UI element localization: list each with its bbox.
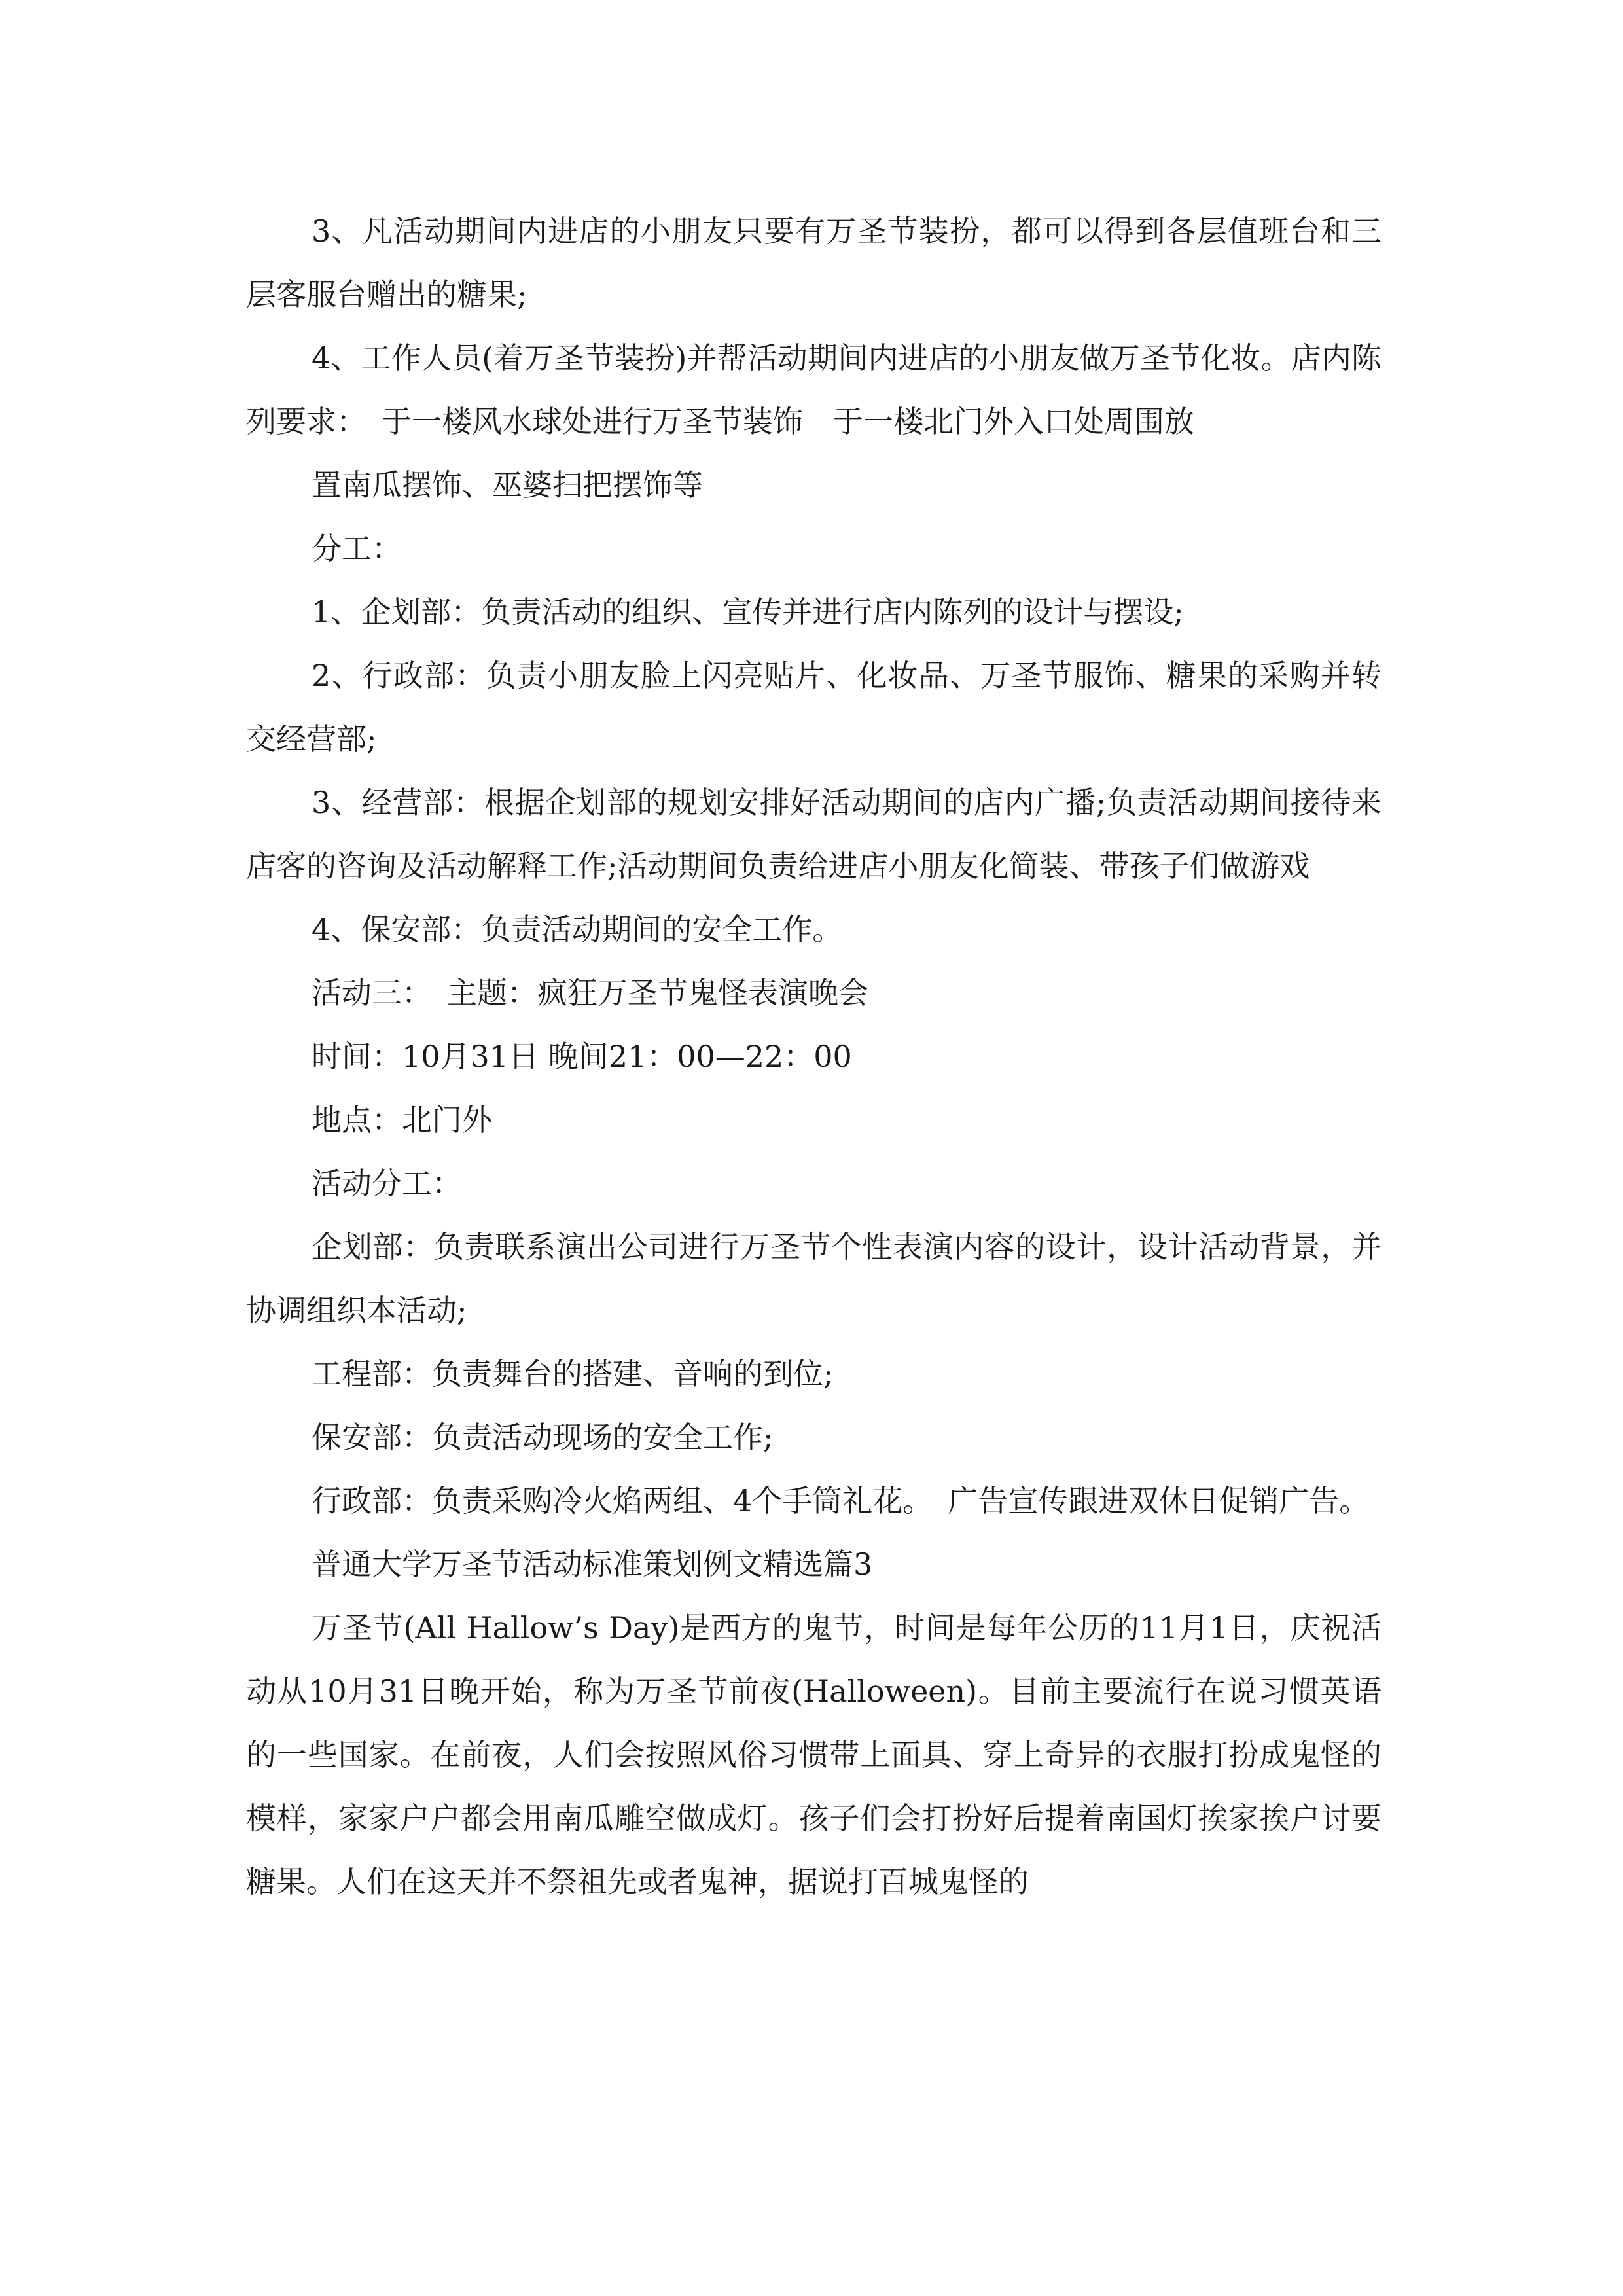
- paragraph: 4、工作人员(着万圣节装扮)并帮活动期间内进店的小朋友做万圣节化妆。店内陈列要求： 于一楼风水球处进行万圣节装饰 于一楼北门外入口处周围放: [246, 340, 1382, 439]
- paragraph: 万圣节(All Hallow’s Day)是西方的鬼节，时间是每年公历的11月1日，庆祝活动从10月31日晚开始，称为万圣节前夜(Halloween)。目前主要流行在说习惯英语的一些国家。在前夜，人们会按照风俗习惯带上面具、穿上奇异的衣服打扮成鬼怪的模样，家家户户都会用南瓜雕空做成灯。孩子们会打扮好后提着南国灯挨家挨户讨要糖果。人们在这天并不祭祖先或者鬼神，据说打百城鬼怪的: [246, 1610, 1382, 1899]
- paragraph: 4、保安部：负责活动期间的安全工作。: [312, 912, 843, 947]
- section-heading: 普通大学万圣节活动标准策划例文精选篇3: [312, 1547, 873, 1582]
- paragraph: 置南瓜摆饰、巫婆扫把摆饰等: [312, 467, 703, 503]
- paragraph: 企划部：负责联系演出公司进行万圣节个性表演内容的设计，设计活动背景，并协调组织本活动;: [246, 1229, 1382, 1328]
- paragraph: 分工：: [312, 531, 402, 566]
- paragraph: 3、凡活动期间内进店的小朋友只要有万圣节装扮，都可以得到各层值班台和三层客服台赠出的糖果;: [246, 213, 1382, 312]
- paragraph: 时间：10月31日 晚间21：00—22：00: [312, 1039, 852, 1074]
- paragraph: 工程部：负责舞台的搭建、音响的到位;: [312, 1356, 834, 1391]
- paragraph: 3、经营部：根据企划部的规划安排好活动期间的店内广播;负责活动期间接待来店客的咨询及活动解释工作;活动期间负责给进店小朋友化简装、带孩子们做游戏: [246, 785, 1382, 884]
- paragraph: 活动分工：: [312, 1166, 462, 1201]
- document-body: [246, 200, 1382, 1914]
- paragraph: 保安部：负责活动现场的安全工作;: [312, 1420, 774, 1455]
- paragraph: 行政部：负责采购冷火焰两组、4个手筒礼花。 广告宣传跟进双休日促销广告。: [312, 1483, 1370, 1518]
- paragraph: 1、企划部：负责活动的组织、宣传并进行店内陈列的设计与摆设;: [312, 594, 1184, 630]
- paragraph: 活动三： 主题：疯狂万圣节鬼怪表演晚会: [312, 975, 868, 1011]
- paragraph: 地点：北门外: [312, 1102, 492, 1138]
- paragraph: 2、行政部：负责小朋友脸上闪亮贴片、化妆品、万圣节服饰、糖果的采购并转交经营部;: [246, 658, 1382, 757]
